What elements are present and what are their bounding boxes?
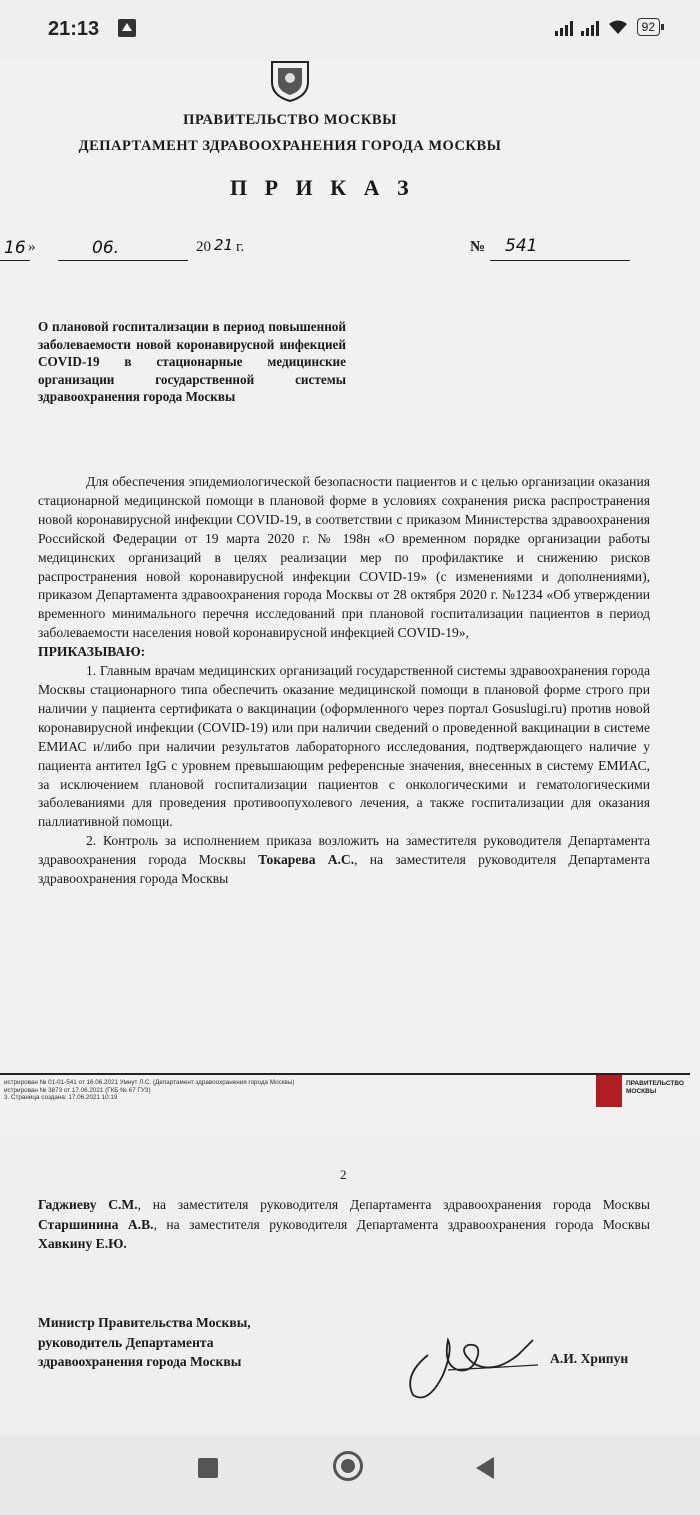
page-number: 2 — [340, 1167, 347, 1182]
logo-line-2: МОСКВЫ — [626, 1088, 657, 1095]
header-government: ПРАВИТЕЛЬСТВО МОСКВЫ — [183, 112, 397, 128]
reg-line-2: истрирован № 3873 от 17.06.2021 (ГКБ № 67 ГУЗ) — [4, 1086, 151, 1094]
deputy-name-1: Гаджиеву С.М. — [38, 1197, 138, 1212]
item2-text-end: , на заместителя руководителя Департамента здравоохранения города Москвы — [38, 852, 650, 887]
signer-line-2: руководитель Департамента — [38, 1334, 214, 1350]
page2-text-1: , на заместителя руководителя Департамента здравоохранения города Москвы — [137, 1197, 650, 1212]
wifi-icon — [607, 19, 629, 35]
underline — [0, 260, 30, 261]
reg-line-3: 3. Страница создана: 17.06.2021 10:19 — [4, 1094, 118, 1101]
order-item-1: 1. Главным врачам медицинских организаций государственной системы здравоохранения города Москвы стационарного типа обеспечить оказание медицинской помощи в плановой форме строго при наличии у пациента сертификата о вакцинации (оформленного через портал Gosuslugi.ru) против новой коронавирусной инфекции (COVID-19) или при наличии сведений о проведенной вакцинации в системе ЕМИАС и/либо при наличии результатов лабораторного исследования, подтверждающего наличие у пациента антител IgG с уровнем превышающим референсные значения, внесенных в систему ЕМИАС, за исключением плановой госпитализации пациентов с онкологическими и гематологическими заболеваниями для проведения противоопухолевого лечения, а также госпитализации для оказания паллиативной помощи. — [38, 663, 650, 830]
number-label: № — [470, 239, 486, 255]
order-title: П Р И К А З — [230, 175, 415, 200]
header-department: ДЕПАРТАМЕНТ ЗДРАВООХРАНЕНИЯ ГОРОДА МОСКВЫ — [78, 138, 502, 154]
signer-name: А.И. Хрипун — [550, 1351, 629, 1366]
signer-line-1: Министр Правительства Москвы, — [38, 1315, 251, 1330]
order-date-row — [0, 238, 700, 268]
order-word: ПРИКАЗЫВАЮ: — [38, 644, 146, 660]
item2-text: 2. Контроль за исполнением приказа возложить на заместителя руководителя Департамента здравоохранения города Москвы — [38, 833, 650, 868]
underline — [58, 260, 188, 261]
order-subject: О плановой госпитализации в период повышенной заболеваемости новой коронавирусной инфекцией COVID-19 в стационарные медицинские организации государственной системы здравоохранения города Москвы — [38, 319, 346, 404]
battery-indicator: 92 — [637, 18, 660, 36]
item2-name: Токарева А.С. — [258, 852, 355, 868]
moscow-gov-logo-icon — [596, 1075, 622, 1107]
signer-title — [38, 1313, 338, 1372]
date-day-quote: » — [28, 239, 36, 255]
order-number: 541 — [505, 236, 538, 256]
logo-line-1: ПРАВИТЕЛЬСТВО — [626, 1080, 684, 1087]
registration-footer — [4, 1079, 564, 1102]
intro-paragraph: Для обеспечения эпидемиологической безопасности пациентов и с целью организации оказания стационарной медицинской помощи в плановой форме в условиях сохранения риска распространения новой коронавирусной инфекции COVID-19, в соответствии с приказом Министерства здравоохранения Российской Федерации от 19 марта 2020 г. № 198н «О временном порядке организации работы медицинских организаций в целях реализации мер по профилактике и снижению рисков распространения новой коронавирусной инфекции COVID-19» (с изменениями и дополнениями), приказом Департамента здравоохранения города Москвы от 28 октября 2020 г. №1234 «Об утверждении временного минимального перечня исследований при плановой госпитализации пациентов в период заболеваемости населения новой коронавирусной инфекцией COVID-19», — [38, 474, 650, 641]
deputy-name-2: Старшинина А.В. — [38, 1216, 154, 1232]
handwritten-signature — [398, 1315, 548, 1405]
date-year-prefix: 20 — [196, 239, 211, 255]
notification-icon — [118, 19, 136, 37]
footer-logo-text — [626, 1080, 684, 1096]
signal-icon-2 — [581, 18, 599, 36]
status-icons — [555, 18, 660, 36]
page-divider — [0, 1073, 690, 1075]
navigation-bar — [0, 1435, 700, 1515]
recents-icon[interactable] — [198, 1458, 218, 1478]
status-bar — [0, 0, 700, 60]
date-year-end: г. — [236, 239, 245, 255]
deputy-name-3: Хавкину Е.Ю. — [38, 1236, 127, 1251]
back-icon[interactable] — [476, 1457, 494, 1479]
signal-icon — [555, 18, 573, 36]
date-month: 06. — [92, 238, 120, 258]
document-page-2 — [0, 1135, 700, 1435]
document-page-1 — [0, 60, 700, 1135]
order-item-2 — [38, 832, 650, 889]
status-time: 21:13 — [48, 18, 100, 40]
order-body — [38, 473, 650, 889]
date-year-suffix: 21 — [214, 236, 234, 254]
moscow-coat-of-arms-icon — [266, 60, 314, 102]
reg-line-1: истрирован № 01-01-541 от 16.06.2021 Умнут Л.С. (Департамент здравоохранения города Москвы) — [4, 1079, 295, 1086]
home-icon[interactable] — [333, 1451, 363, 1481]
underline — [490, 260, 630, 261]
page2-paragraph — [38, 1195, 650, 1254]
signer-line-3: здравоохранения города Москвы — [38, 1354, 242, 1369]
page2-text-2: , на заместителя руководителя Департамента здравоохранения города Москвы — [153, 1216, 650, 1232]
date-day: 16 — [4, 238, 26, 258]
